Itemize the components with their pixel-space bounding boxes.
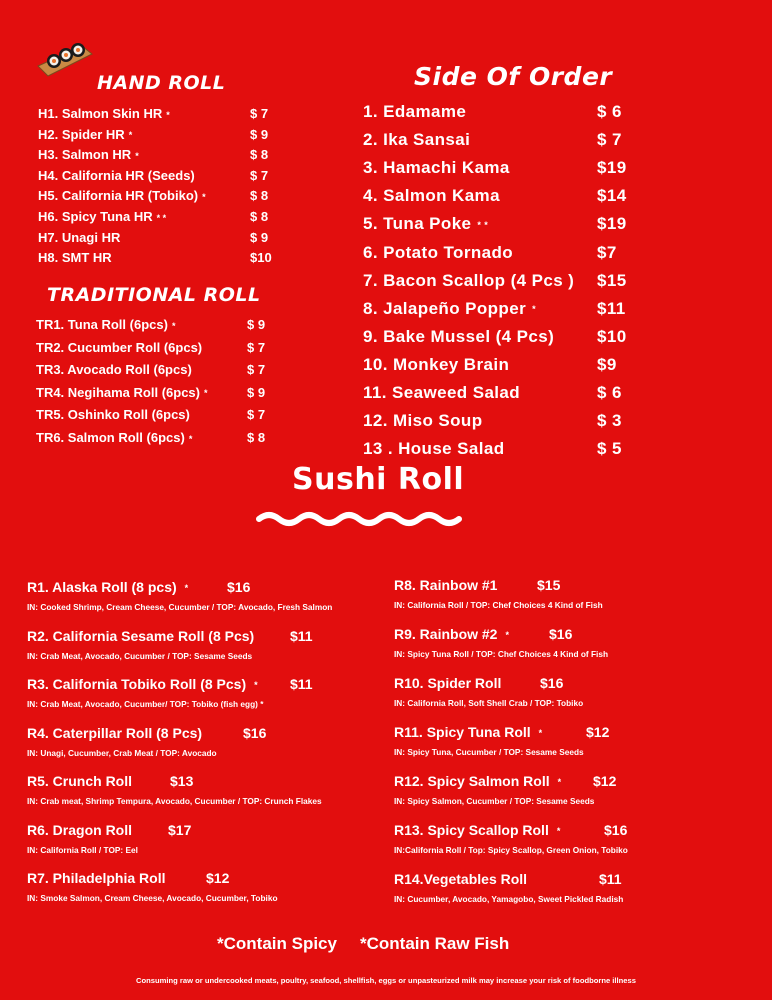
spicy-raw-mark: *: [171, 320, 176, 331]
spicy-raw-mark: *: [557, 777, 562, 788]
sushi-roll-ingredients: IN: Crab meat, Shrimp Tempura, Avocado, Cucumber / TOP: Crunch Flakes: [27, 796, 322, 806]
sushi-roll-title: R5. Crunch Roll: [27, 773, 133, 789]
menu-item-name: 12. Miso Soup: [363, 411, 483, 431]
menu-item-name: H7. Unagi HR: [38, 229, 121, 245]
sushi-roll-ingredients: IN: Smoke Salmon, Cream Cheese, Avocado, Cucumber, Tobiko: [27, 893, 278, 903]
sushi-roll-price: $12: [586, 724, 610, 740]
spicy-raw-mark: *: [128, 130, 133, 141]
menu-item-name: H4. California HR (Seeds): [38, 167, 195, 183]
sushi-roll-title: R1. Alaska Roll (8 pcs) *: [27, 579, 189, 595]
menu-item-name: TR5. Oshinko Roll (6pcs): [36, 407, 190, 423]
menu-item-price: $ 7: [597, 130, 622, 150]
menu-item-name: 9. Bake Mussel (4 Pcs): [363, 326, 555, 346]
sushi-roll-ingredients: IN: Cucumber, Avocado, Yamagobo, Sweet Pickled Radish: [394, 894, 624, 904]
disclaimer: Consuming raw or undercooked meats, poultry, seafood, shellfish, eggs or unpasteurized milk may increase your risk of foodborne illness: [136, 976, 636, 985]
sushi-roll-ingredients: IN: Crab Meat, Avocado, Cucumber/ TOP: Tobiko (fish egg) *: [27, 699, 264, 709]
menu-item-name: TR1. Tuna Roll (6pcs) *: [36, 317, 176, 332]
menu-item-price: $ 7: [247, 339, 266, 355]
menu-item-name: H6. Spicy Tuna HR * *: [38, 209, 167, 224]
sushi-roll-heading: Sushi Roll: [292, 462, 465, 497]
menu-item-name: H1. Salmon Skin HR *: [38, 106, 170, 121]
menu-item-price: $19: [597, 158, 627, 178]
menu-item-name: 2. Ika Sansai: [363, 130, 471, 150]
menu-item-price: $15: [597, 270, 627, 290]
spicy-raw-mark: *: [188, 433, 193, 444]
sushi-roll-price: $11: [599, 871, 622, 887]
menu-item-name: 13 . House Salad: [363, 439, 505, 459]
spicy-raw-mark: *: [505, 630, 509, 641]
spicy-raw-mark: *: [556, 826, 561, 837]
legend-raw-fish: *Contain Raw Fish: [360, 934, 510, 953]
sushi-roll-price: $16: [243, 724, 267, 741]
sushi-roll-icon: [36, 40, 94, 78]
sushi-roll-title: R6. Dragon Roll: [27, 821, 133, 838]
menu-item-price: $ 7: [247, 362, 266, 378]
sushi-roll-title: R12. Spicy Salmon Roll *: [394, 773, 562, 789]
spicy-raw-mark: *: [254, 680, 258, 691]
sushi-roll-ingredients: IN: Crab Meat, Avocado, Cucumber / TOP: Sesame Seeds: [27, 650, 253, 661]
sushi-roll-title: R4. Caterpillar Roll (8 Pcs): [27, 724, 203, 741]
sushi-roll-title: R9. Rainbow #2 *: [394, 626, 509, 642]
sushi-roll-price: $12: [593, 773, 617, 789]
menu-item-name: H2. Spider HR *: [38, 126, 133, 142]
menu-item-price: $10: [597, 326, 627, 346]
menu-item-price: $ 8: [250, 188, 269, 204]
sushi-roll-title: R10. Spider Roll: [394, 675, 502, 691]
menu-item-name: TR3. Avocado Roll (6pcs): [36, 362, 192, 378]
spicy-raw-mark: * *: [477, 219, 489, 230]
sushi-roll-price: $16: [549, 626, 573, 642]
hand-roll-heading: HAND ROLL: [97, 72, 226, 94]
sushi-roll-ingredients: IN: California Roll, Soft Shell Crab / TOP: Tobiko: [394, 698, 584, 708]
spicy-raw-mark: *: [166, 109, 170, 120]
sushi-roll-title: R3. California Tobiko Roll (8 Pcs) *: [27, 676, 258, 692]
menu-item-price: $ 8: [250, 209, 269, 224]
menu-item-name: 10. Monkey Brain: [363, 354, 510, 374]
spicy-raw-mark: *: [135, 150, 139, 161]
sushi-roll-ingredients: IN: California Roll / TOP: Chef Choices 4 Kind of Fish: [394, 600, 603, 610]
menu-item-price: $9: [597, 354, 617, 374]
sushi-roll-price: $11: [290, 627, 313, 644]
sushi-roll-title: R11. Spicy Tuna Roll *: [394, 724, 543, 740]
sushi-roll-title: R2. California Sesame Roll (8 Pcs): [27, 627, 255, 644]
menu-item-price: $10: [250, 250, 272, 266]
menu-item-price: $ 7: [247, 407, 266, 423]
menu-item-name: 6. Potato Tornado: [363, 242, 514, 262]
menu-item-price: $ 7: [250, 106, 269, 121]
sushi-roll-price: $16: [604, 822, 628, 838]
menu-item-price: $ 9: [250, 229, 269, 245]
menu-item-price: $ 3: [597, 411, 622, 431]
traditional-roll-heading: TRADITIONAL ROLL: [47, 284, 261, 306]
spicy-raw-mark: *: [532, 304, 536, 315]
sushi-roll-price: $16: [227, 579, 251, 595]
menu-item-name: TR2. Cucumber Roll (6pcs): [36, 339, 203, 355]
sushi-roll-price: $17: [168, 821, 192, 838]
menu-item-name: 8. Jalapeño Popper *: [363, 298, 536, 318]
menu-item-name: 5. Tuna Poke * *: [363, 214, 489, 234]
sushi-roll-ingredients: IN: Spicy Tuna Roll / TOP: Chef Choices 4 Kind of Fish: [394, 649, 609, 659]
menu-item-name: TR4. Negihama Roll (6pcs) *: [36, 384, 208, 400]
spicy-raw-mark: *: [202, 191, 206, 202]
menu-item-name: 11. Seaweed Salad: [363, 383, 521, 402]
menu-item-price: $19: [597, 214, 627, 234]
spicy-raw-mark: *: [203, 388, 208, 399]
menu-item-price: $ 6: [597, 102, 622, 121]
menu-item-name: 4. Salmon Kama: [363, 186, 500, 206]
sushi-roll-price: $13: [170, 773, 194, 789]
menu-item-name: H3. Salmon HR *: [38, 147, 139, 163]
spicy-raw-mark: * *: [156, 212, 167, 223]
menu-item-name: H8. SMT HR: [38, 250, 112, 266]
sushi-roll-ingredients: IN: Cooked Shrimp, Cream Cheese, Cucumber / TOP: Avocado, Fresh Salmon: [27, 602, 333, 612]
side-order-heading: Side Of Order: [414, 62, 613, 91]
menu-item-price: $ 9: [250, 126, 269, 142]
spicy-raw-mark: *: [184, 583, 189, 594]
menu-item-price: $ 9: [247, 317, 266, 332]
sushi-roll-price: $15: [537, 577, 561, 593]
menu-item-price: $ 6: [597, 383, 622, 402]
wave-divider: [254, 508, 464, 530]
menu-item-price: $11: [597, 298, 626, 318]
sushi-roll-title: R13. Spicy Scallop Roll *: [394, 822, 561, 838]
menu-item-price: $ 7: [250, 167, 269, 183]
spicy-raw-mark: *: [538, 728, 543, 739]
menu-item-price: $7: [597, 242, 617, 262]
menu-item-name: 1. Edamame: [363, 102, 467, 121]
sushi-roll-price: $11: [290, 676, 313, 692]
menu-item-name: 3. Hamachi Kama: [363, 158, 510, 178]
menu-item-name: 7. Bacon Scallop (4 Pcs ): [363, 270, 575, 290]
sushi-roll-ingredients: IN: Spicy Salmon, Cucumber / TOP: Sesame Seeds: [394, 796, 595, 806]
sushi-roll-title: R7. Philadelphia Roll: [27, 870, 166, 886]
menu-item-name: H5. California HR (Tobiko) *: [38, 188, 206, 204]
sushi-roll-ingredients: IN: California Roll / TOP: Eel: [27, 844, 138, 855]
menu-item-price: $ 8: [247, 430, 266, 445]
menu-item-name: TR6. Salmon Roll (6pcs) *: [36, 430, 193, 445]
sushi-roll-title: R8. Rainbow #1: [394, 577, 498, 593]
sushi-roll-price: $12: [206, 870, 230, 886]
legend-spicy: *Contain Spicy: [217, 934, 337, 953]
sushi-roll-ingredients: IN: Unagi, Cucumber, Crab Meat / TOP: Avocado: [27, 747, 217, 758]
sushi-roll-price: $16: [540, 675, 564, 691]
sushi-roll-title: R14.Vegetables Roll: [394, 871, 528, 887]
menu-item-price: $ 5: [597, 439, 622, 459]
menu-item-price: $14: [597, 186, 627, 206]
sushi-roll-ingredients: IN:California Roll / Top: Spicy Scallop, Green Onion, Tobiko: [394, 845, 628, 855]
sushi-roll-ingredients: IN: Spicy Tuna, Cucumber / TOP: Sesame Seeds: [394, 747, 584, 757]
menu-item-price: $ 9: [247, 384, 266, 400]
menu-item-price: $ 8: [250, 147, 269, 163]
